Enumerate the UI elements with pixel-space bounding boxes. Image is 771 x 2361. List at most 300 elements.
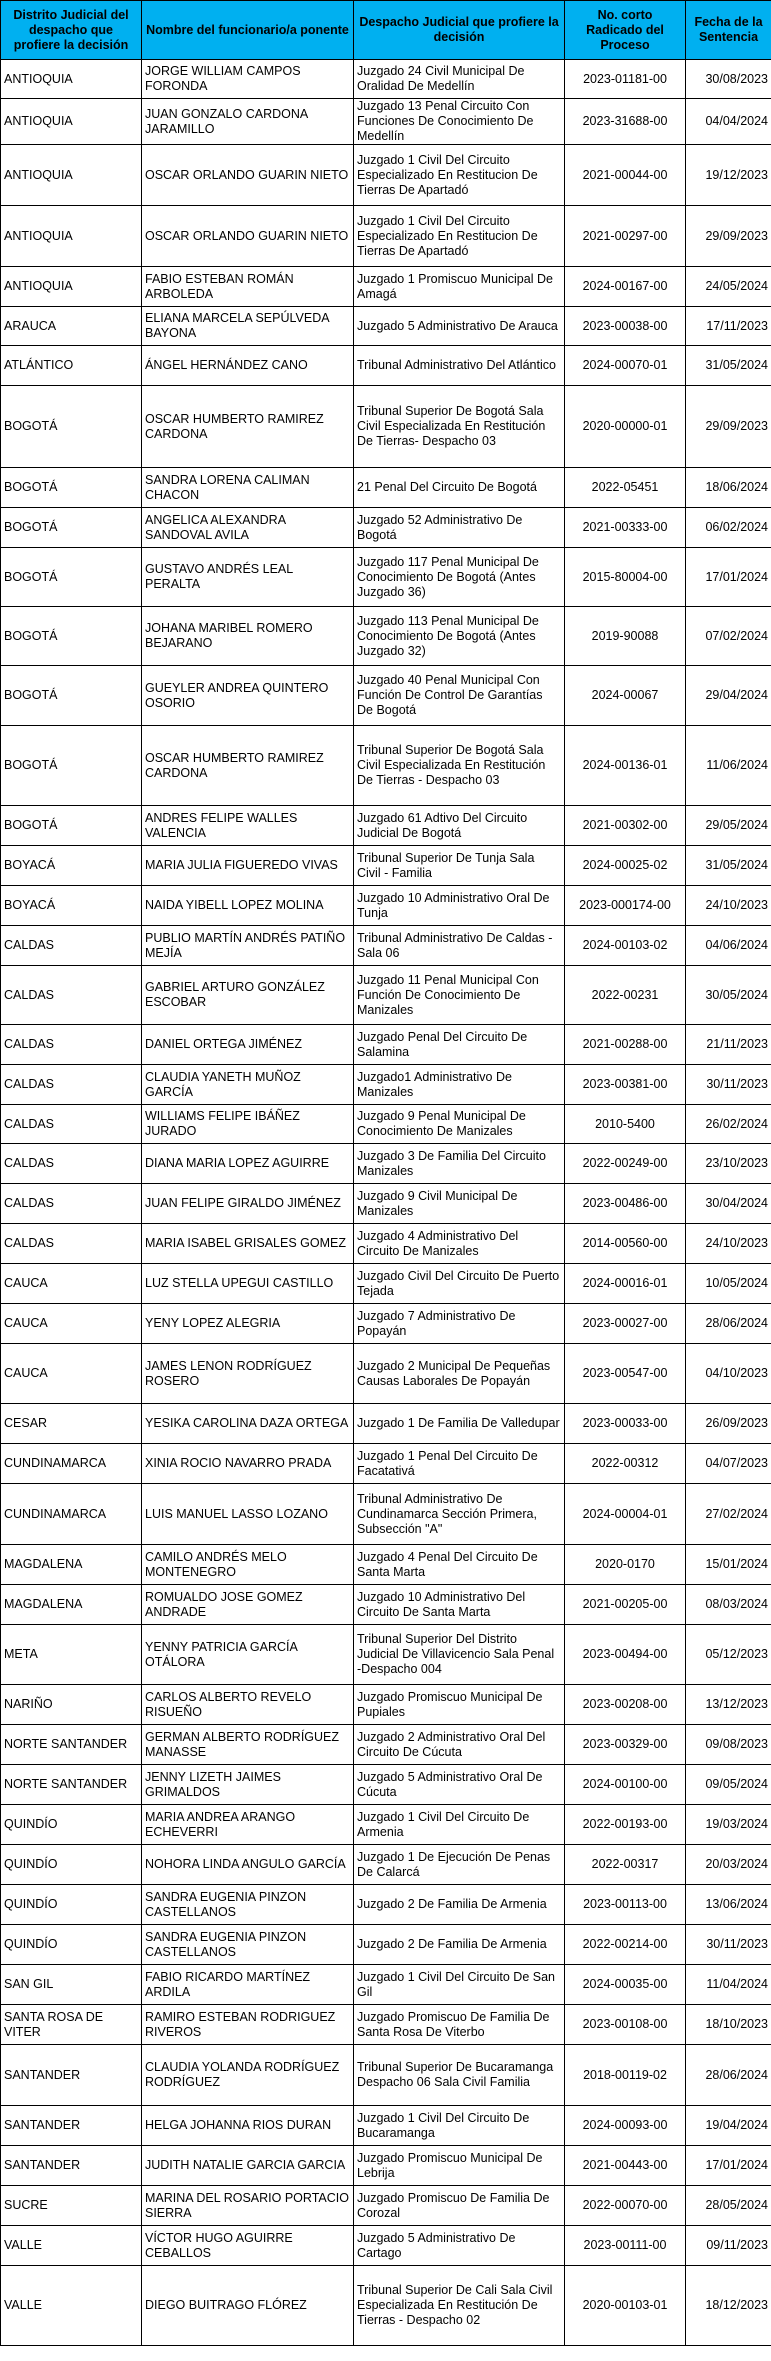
table-row [1,1484,771,1545]
cell-distrito: CALDAS [1,1025,142,1065]
cell-radicado: 2022-00214-00 [565,1925,686,1965]
cell-fecha: 15/01/2024 [686,1545,771,1585]
cell-funcionario: ELIANA MARCELA SEPÚLVEDA BAYONA [142,307,354,346]
table-row [1,548,771,607]
table-row [1,1585,771,1625]
cell-fecha: 28/06/2024 [686,2045,771,2106]
cell-radicado: 2022-00070-00 [565,2186,686,2226]
cell-fecha: 13/06/2024 [686,1885,771,1925]
cell-funcionario: MARIA ISABEL GRISALES GOMEZ [142,1224,354,1264]
table-row [1,666,771,726]
cell-despacho: Juzgado 1 De Familia De Valledupar [354,1404,565,1444]
cell-funcionario: GUSTAVO ANDRÉS LEAL PERALTA [142,548,354,607]
table-row [1,1304,771,1344]
cell-distrito: ANTIOQUIA [1,206,142,267]
cell-despacho: Tribunal Superior De Bogotá Sala Civil Especializada En Restitución De Tierras- Despacho 03 [354,386,565,468]
cell-radicado: 2024-00103-02 [565,926,686,966]
table-row [1,1545,771,1585]
cell-funcionario: CLAUDIA YOLANDA RODRÍGUEZ RODRÍGUEZ [142,2045,354,2106]
cell-funcionario: GABRIEL ARTURO GONZÁLEZ ESCOBAR [142,966,354,1025]
cell-funcionario: OSCAR ORLANDO GUARIN NIETO [142,206,354,267]
cell-despacho: Juzgado 2 Administrativo Oral Del Circuito De Cúcuta [354,1725,565,1765]
cell-radicado: 2010-5400 [565,1105,686,1144]
cell-distrito: BOGOTÁ [1,548,142,607]
table-row [1,508,771,548]
cell-despacho: Juzgado 5 Administrativo De Arauca [354,307,565,346]
cell-despacho: Tribunal Administrativo De Cundinamarca Sección Primera, Subsección "A" [354,1484,565,1545]
cell-distrito: NORTE SANTANDER [1,1725,142,1765]
cell-funcionario: ÁNGEL HERNÁNDEZ CANO [142,346,354,386]
cell-radicado: 2024-00004-01 [565,1484,686,1545]
cell-radicado: 2021-00297-00 [565,206,686,267]
cell-radicado: 2023-00027-00 [565,1304,686,1344]
table-row [1,1685,771,1725]
cell-fecha: 05/12/2023 [686,1625,771,1685]
cell-fecha: 31/05/2024 [686,846,771,886]
cell-distrito: SANTA ROSA DE VITER [1,2005,142,2045]
cell-radicado: 2023-00494-00 [565,1625,686,1685]
cell-distrito: SANTANDER [1,2045,142,2106]
cell-distrito: VALLE [1,2226,142,2266]
table-row [1,1264,771,1304]
cell-distrito: CAUCA [1,1304,142,1344]
cell-distrito: VALLE [1,2266,142,2346]
cell-radicado: 2023-00111-00 [565,2226,686,2266]
cell-distrito: CALDAS [1,1144,142,1184]
cell-radicado: 2024-00136-01 [565,726,686,806]
cell-funcionario: FABIO ESTEBAN ROMÁN ARBOLEDA [142,267,354,307]
cell-radicado: 2023-00038-00 [565,307,686,346]
table-row [1,1144,771,1184]
cell-fecha: 10/05/2024 [686,1264,771,1304]
table-row [1,926,771,966]
table-body [1,60,771,2346]
cell-fecha: 17/01/2024 [686,2146,771,2186]
cell-fecha: 18/10/2023 [686,2005,771,2045]
cell-despacho: Juzgado 113 Penal Municipal De Conocimiento De Bogotá (Antes Juzgado 32) [354,607,565,666]
cell-fecha: 09/11/2023 [686,2226,771,2266]
cell-despacho: Tribunal Superior De Tunja Sala Civil - Familia [354,846,565,886]
cell-despacho: Juzgado 3 De Familia Del Circuito Manizales [354,1144,565,1184]
cell-fecha: 29/04/2024 [686,666,771,726]
cell-funcionario: OSCAR HUMBERTO RAMIREZ CARDONA [142,726,354,806]
cell-despacho: Juzgado 2 De Familia De Armenia [354,1925,565,1965]
cell-despacho: Juzgado 1 Promiscuo Municipal De Amagá [354,267,565,307]
table-row [1,1025,771,1065]
cell-fecha: 11/06/2024 [686,726,771,806]
cell-fecha: 17/01/2024 [686,548,771,607]
cell-fecha: 07/02/2024 [686,607,771,666]
cell-fecha: 28/05/2024 [686,2186,771,2226]
cell-fecha: 28/06/2024 [686,1304,771,1344]
table-row [1,145,771,206]
cell-radicado: 2024-00070-01 [565,346,686,386]
cell-funcionario: JORGE WILLIAM CAMPOS FORONDA [142,60,354,99]
cell-funcionario: HELGA JOHANNA RIOS DURAN [142,2106,354,2146]
cell-despacho: Juzgado 1 Civil Del Circuito Especializado En Restitucion De Tierras De Apartadó [354,206,565,267]
cell-distrito: MAGDALENA [1,1585,142,1625]
cell-radicado: 2021-00288-00 [565,1025,686,1065]
cell-funcionario: JUAN GONZALO CARDONA JARAMILLO [142,99,354,145]
cell-funcionario: XINIA ROCIO NAVARRO PRADA [142,1444,354,1484]
cell-despacho: Juzgado 1 Civil Del Circuito De Bucaramanga [354,2106,565,2146]
cell-distrito: BOYACÁ [1,886,142,926]
table-row [1,607,771,666]
cell-despacho: Juzgado 13 Penal Circuito Con Funciones De Conocimiento De Medellín [354,99,565,145]
cell-funcionario: JUDITH NATALIE GARCIA GARCIA [142,2146,354,2186]
cell-radicado: 2024-00035-00 [565,1965,686,2005]
table-row [1,1065,771,1105]
cell-distrito: BOYACÁ [1,846,142,886]
cell-fecha: 26/09/2023 [686,1404,771,1444]
table-row [1,2005,771,2045]
cell-radicado: 2014-00560-00 [565,1224,686,1264]
cell-radicado: 2020-00000-01 [565,386,686,468]
cell-distrito: SANTANDER [1,2146,142,2186]
cell-distrito: SAN GIL [1,1965,142,2005]
cell-distrito: CALDAS [1,1065,142,1105]
cell-radicado: 2023-00108-00 [565,2005,686,2045]
header-fecha: Fecha de la Sentencia [686,1,771,60]
header-radicado: No. corto Radicado del Proceso [565,1,686,60]
cell-funcionario: YESIKA CAROLINA DAZA ORTEGA [142,1404,354,1444]
cell-funcionario: FABIO RICARDO MARTÍNEZ ARDILA [142,1965,354,2005]
cell-fecha: 27/02/2024 [686,1484,771,1545]
cell-distrito: CALDAS [1,926,142,966]
table-row [1,1885,771,1925]
cell-despacho: Juzgado 52 Administrativo De Bogotá [354,508,565,548]
cell-radicado: 2021-00302-00 [565,806,686,846]
cell-radicado: 2024-00025-02 [565,846,686,886]
cell-radicado: 2020-00103-01 [565,2266,686,2346]
cell-fecha: 23/10/2023 [686,1144,771,1184]
cell-radicado: 2023-00113-00 [565,1885,686,1925]
cell-despacho: Juzgado Penal Del Circuito De Salamina [354,1025,565,1065]
cell-distrito: BOGOTÁ [1,468,142,508]
table-row [1,1224,771,1264]
cell-radicado: 2023-000174-00 [565,886,686,926]
cell-fecha: 04/04/2024 [686,99,771,145]
cell-radicado: 2022-00249-00 [565,1144,686,1184]
cell-radicado: 2023-00486-00 [565,1184,686,1224]
cell-fecha: 11/04/2024 [686,1965,771,2005]
table-row [1,2146,771,2186]
cell-funcionario: SANDRA LORENA CALIMAN CHACON [142,468,354,508]
table-row [1,966,771,1025]
cell-distrito: MAGDALENA [1,1545,142,1585]
cell-fecha: 29/09/2023 [686,386,771,468]
cell-radicado: 2024-00067 [565,666,686,726]
cell-despacho: Juzgado 2 Municipal De Pequeñas Causas Laborales De Popayán [354,1344,565,1404]
cell-funcionario: DANIEL ORTEGA JIMÉNEZ [142,1025,354,1065]
cell-fecha: 24/10/2023 [686,886,771,926]
cell-despacho: Juzgado 10 Administrativo Del Circuito De Santa Marta [354,1585,565,1625]
cell-despacho: Juzgado Promiscuo De Familia De Santa Rosa De Viterbo [354,2005,565,2045]
cell-funcionario: CARLOS ALBERTO REVELO RISUEÑO [142,1685,354,1725]
cell-funcionario: OSCAR ORLANDO GUARIN NIETO [142,145,354,206]
table-row [1,2186,771,2226]
cell-despacho: Juzgado Promiscuo Municipal De Pupiales [354,1685,565,1725]
cell-funcionario: LUIS MANUEL LASSO LOZANO [142,1484,354,1545]
cell-despacho: Juzgado 2 De Familia De Armenia [354,1885,565,1925]
cell-distrito: BOGOTÁ [1,806,142,846]
cell-funcionario: ANDRES FELIPE WALLES VALENCIA [142,806,354,846]
cell-fecha: 29/05/2024 [686,806,771,846]
cell-funcionario: ROMUALDO JOSE GOMEZ ANDRADE [142,1585,354,1625]
cell-distrito: BOGOTÁ [1,666,142,726]
cell-despacho: Juzgado 11 Penal Municipal Con Función De Conocimiento De Manizales [354,966,565,1025]
cell-despacho: Juzgado Promiscuo Municipal De Lebrija [354,2146,565,2186]
cell-despacho: Juzgado 9 Penal Municipal De Conocimiento De Manizales [354,1105,565,1144]
table-row [1,2266,771,2346]
table-row [1,1105,771,1144]
cell-funcionario: CAMILO ANDRÉS MELO MONTENEGRO [142,1545,354,1585]
table-row [1,468,771,508]
table-row [1,1845,771,1885]
cell-distrito: META [1,1625,142,1685]
cell-funcionario: MARIA ANDREA ARANGO ECHEVERRI [142,1805,354,1845]
cell-fecha: 20/03/2024 [686,1845,771,1885]
cell-despacho: Juzgado Civil Del Circuito De Puerto Tejada [354,1264,565,1304]
cell-despacho: Tribunal Superior De Cali Sala Civil Especializada En Restitución De Tierras - Despacho 02 [354,2266,565,2346]
cell-fecha: 19/12/2023 [686,145,771,206]
cell-distrito: SUCRE [1,2186,142,2226]
cell-despacho: Juzgado 1 Civil Del Circuito De San Gil [354,1965,565,2005]
table-row [1,2106,771,2146]
cell-fecha: 13/12/2023 [686,1685,771,1725]
cell-radicado: 2023-31688-00 [565,99,686,145]
cell-radicado: 2024-00100-00 [565,1765,686,1805]
cell-distrito: BOGOTÁ [1,386,142,468]
table-row [1,1625,771,1685]
cell-radicado: 2023-00033-00 [565,1404,686,1444]
table-row [1,1805,771,1845]
cell-despacho: Juzgado 1 De Ejecución De Penas De Calarcá [354,1845,565,1885]
cell-distrito: SANTANDER [1,2106,142,2146]
cell-fecha: 04/10/2023 [686,1344,771,1404]
cell-fecha: 19/04/2024 [686,2106,771,2146]
cell-fecha: 30/11/2023 [686,1925,771,1965]
cell-distrito: ANTIOQUIA [1,267,142,307]
table-row [1,386,771,468]
cell-distrito: CALDAS [1,1105,142,1144]
cell-radicado: 2023-01181-00 [565,60,686,99]
cell-radicado: 2022-00193-00 [565,1805,686,1845]
header-despacho: Despacho Judicial que profiere la decisión [354,1,565,60]
cell-despacho: Juzgado 9 Civil Municipal De Manizales [354,1184,565,1224]
cell-funcionario: RAMIRO ESTEBAN RODRIGUEZ RIVEROS [142,2005,354,2045]
cell-fecha: 31/05/2024 [686,346,771,386]
cell-despacho: 21 Penal Del Circuito De Bogotá [354,468,565,508]
table-row [1,267,771,307]
cell-funcionario: LUZ STELLA UPEGUI CASTILLO [142,1264,354,1304]
cell-despacho: Juzgado 61 Adtivo Del Circuito Judicial De Bogotá [354,806,565,846]
cell-radicado: 2023-00381-00 [565,1065,686,1105]
cell-fecha: 18/06/2024 [686,468,771,508]
header-distrito: Distrito Judicial del despacho que profiere la decisión [1,1,142,60]
cell-funcionario: SANDRA EUGENIA PINZON CASTELLANOS [142,1925,354,1965]
table-row [1,1444,771,1484]
cell-distrito: BOGOTÁ [1,726,142,806]
cell-despacho: Juzgado 10 Administrativo Oral De Tunja [354,886,565,926]
cell-despacho: Juzgado 5 Administrativo Oral De Cúcuta [354,1765,565,1805]
cell-despacho: Tribunal Superior De Bucaramanga Despacho 06 Sala Civil Familia [354,2045,565,2106]
cell-distrito: QUINDÍO [1,1805,142,1845]
cell-fecha: 29/09/2023 [686,206,771,267]
cell-radicado: 2022-05451 [565,468,686,508]
table-row [1,886,771,926]
table-row [1,1344,771,1404]
cell-distrito: BOGOTÁ [1,607,142,666]
cell-radicado: 2022-00231 [565,966,686,1025]
cell-distrito: ANTIOQUIA [1,99,142,145]
cell-radicado: 2024-00093-00 [565,2106,686,2146]
cell-despacho: Tribunal Superior De Bogotá Sala Civil Especializada En Restitución De Tierras - Despacho 03 [354,726,565,806]
header-row [1,1,771,60]
cell-distrito: CESAR [1,1404,142,1444]
cell-funcionario: DIANA MARIA LOPEZ AGUIRRE [142,1144,354,1184]
cell-funcionario: WILLIAMS FELIPE IBÁÑEZ JURADO [142,1105,354,1144]
cell-fecha: 26/02/2024 [686,1105,771,1144]
cell-funcionario: MARIA JULIA FIGUEREDO VIVAS [142,846,354,886]
cell-fecha: 09/08/2023 [686,1725,771,1765]
cell-distrito: QUINDÍO [1,1925,142,1965]
cell-fecha: 21/11/2023 [686,1025,771,1065]
cell-radicado: 2021-00044-00 [565,145,686,206]
cell-distrito: CALDAS [1,1224,142,1264]
table-row [1,307,771,346]
cell-distrito: CAUCA [1,1344,142,1404]
cell-distrito: CUNDINAMARCA [1,1484,142,1545]
cell-fecha: 30/11/2023 [686,1065,771,1105]
cell-fecha: 24/05/2024 [686,267,771,307]
cell-radicado: 2021-00443-00 [565,2146,686,2186]
cell-despacho: Juzgado1 Administrativo De Manizales [354,1065,565,1105]
cell-funcionario: YENY LOPEZ ALEGRIA [142,1304,354,1344]
cell-radicado: 2023-00547-00 [565,1344,686,1404]
cell-distrito: ANTIOQUIA [1,60,142,99]
cell-radicado: 2020-0170 [565,1545,686,1585]
cell-fecha: 04/06/2024 [686,926,771,966]
table-row [1,846,771,886]
table-row [1,206,771,267]
cell-despacho: Juzgado Promiscuo De Familia De Corozal [354,2186,565,2226]
table-row [1,60,771,99]
cell-funcionario: CLAUDIA YANETH MUÑOZ GARCÍA [142,1065,354,1105]
table-row [1,1184,771,1224]
cell-funcionario: NOHORA LINDA ANGULO GARCÍA [142,1845,354,1885]
table-row [1,1925,771,1965]
cell-radicado: 2024-00016-01 [565,1264,686,1304]
cell-radicado: 2023-00208-00 [565,1685,686,1725]
table-row [1,1404,771,1444]
cell-distrito: QUINDÍO [1,1885,142,1925]
cell-despacho: Juzgado 1 Penal Del Circuito De Facatativá [354,1444,565,1484]
cell-radicado: 2018-00119-02 [565,2045,686,2106]
cell-funcionario: PUBLIO MARTÍN ANDRÉS PATIÑO MEJÍA [142,926,354,966]
cell-despacho: Tribunal Administrativo De Caldas - Sala 06 [354,926,565,966]
table-row [1,2226,771,2266]
cell-funcionario: JENNY LIZETH JAIMES GRIMALDOS [142,1765,354,1805]
cell-despacho: Juzgado 24 Civil Municipal De Oralidad De Medellín [354,60,565,99]
cell-despacho: Juzgado 1 Civil Del Circuito De Armenia [354,1805,565,1845]
header-funcionario: Nombre del funcionario/a ponente [142,1,354,60]
cell-despacho: Juzgado 40 Penal Municipal Con Función De Control De Garantías De Bogotá [354,666,565,726]
cell-despacho: Juzgado 5 Administrativo De Cartago [354,2226,565,2266]
table-row [1,1765,771,1805]
cell-radicado: 2024-00167-00 [565,267,686,307]
cell-funcionario: NAIDA YIBELL LOPEZ MOLINA [142,886,354,926]
cell-distrito: QUINDÍO [1,1845,142,1885]
cell-fecha: 06/02/2024 [686,508,771,548]
cell-distrito: NORTE SANTANDER [1,1765,142,1805]
table-row [1,346,771,386]
cell-radicado: 2022-00312 [565,1444,686,1484]
cell-despacho: Tribunal Administrativo Del Atlántico [354,346,565,386]
cell-funcionario: JOHANA MARIBEL ROMERO BEJARANO [142,607,354,666]
cell-despacho: Juzgado 4 Penal Del Circuito De Santa Marta [354,1545,565,1585]
cell-fecha: 30/04/2024 [686,1184,771,1224]
cell-distrito: ARAUCA [1,307,142,346]
cell-funcionario: OSCAR HUMBERTO RAMIREZ CARDONA [142,386,354,468]
cell-despacho: Juzgado 1 Civil Del Circuito Especializado En Restitucion De Tierras De Apartadó [354,145,565,206]
cell-despacho: Juzgado 4 Administrativo Del Circuito De Manizales [354,1224,565,1264]
table-row [1,1725,771,1765]
cell-funcionario: DIEGO BUITRAGO FLÓREZ [142,2266,354,2346]
cell-despacho: Tribunal Superior Del Distrito Judicial De Villavicencio Sala Penal -Despacho 004 [354,1625,565,1685]
cell-distrito: CAUCA [1,1264,142,1304]
table-row [1,99,771,145]
cell-fecha: 08/03/2024 [686,1585,771,1625]
cell-radicado: 2021-00205-00 [565,1585,686,1625]
cell-fecha: 17/11/2023 [686,307,771,346]
cell-fecha: 30/08/2023 [686,60,771,99]
cell-funcionario: ANGELICA ALEXANDRA SANDOVAL AVILA [142,508,354,548]
cell-radicado: 2021-00333-00 [565,508,686,548]
cell-distrito: NARIÑO [1,1685,142,1725]
cell-distrito: CALDAS [1,1184,142,1224]
table-row [1,2045,771,2106]
cell-funcionario: YENNY PATRICIA GARCÍA OTÁLORA [142,1625,354,1685]
cell-funcionario: MARINA DEL ROSARIO PORTACIO SIERRA [142,2186,354,2226]
table-row [1,1965,771,2005]
cell-distrito: CALDAS [1,966,142,1025]
cell-despacho: Juzgado 117 Penal Municipal De Conocimiento De Bogotá (Antes Juzgado 36) [354,548,565,607]
cell-fecha: 19/03/2024 [686,1805,771,1845]
cell-fecha: 09/05/2024 [686,1765,771,1805]
cell-distrito: BOGOTÁ [1,508,142,548]
cell-distrito: ANTIOQUIA [1,145,142,206]
cell-funcionario: GUEYLER ANDREA QUINTERO OSORIO [142,666,354,726]
table-row [1,806,771,846]
cell-radicado: 2015-80004-00 [565,548,686,607]
cell-funcionario: JAMES LENON RODRÍGUEZ ROSERO [142,1344,354,1404]
cell-funcionario: SANDRA EUGENIA PINZON CASTELLANOS [142,1885,354,1925]
cell-fecha: 04/07/2023 [686,1444,771,1484]
cell-funcionario: GERMAN ALBERTO RODRÍGUEZ MANASSE [142,1725,354,1765]
cell-distrito: CUNDINAMARCA [1,1444,142,1484]
cell-despacho: Juzgado 7 Administrativo De Popayán [354,1304,565,1344]
cell-radicado: 2019-90088 [565,607,686,666]
cell-fecha: 18/12/2023 [686,2266,771,2346]
cell-distrito: ATLÁNTICO [1,346,142,386]
table-row [1,726,771,806]
cell-funcionario: JUAN FELIPE GIRALDO JIMÉNEZ [142,1184,354,1224]
cell-radicado: 2023-00329-00 [565,1725,686,1765]
cell-fecha: 30/05/2024 [686,966,771,1025]
cell-radicado: 2022-00317 [565,1845,686,1885]
cell-funcionario: VÍCTOR HUGO AGUIRRE CEBALLOS [142,2226,354,2266]
